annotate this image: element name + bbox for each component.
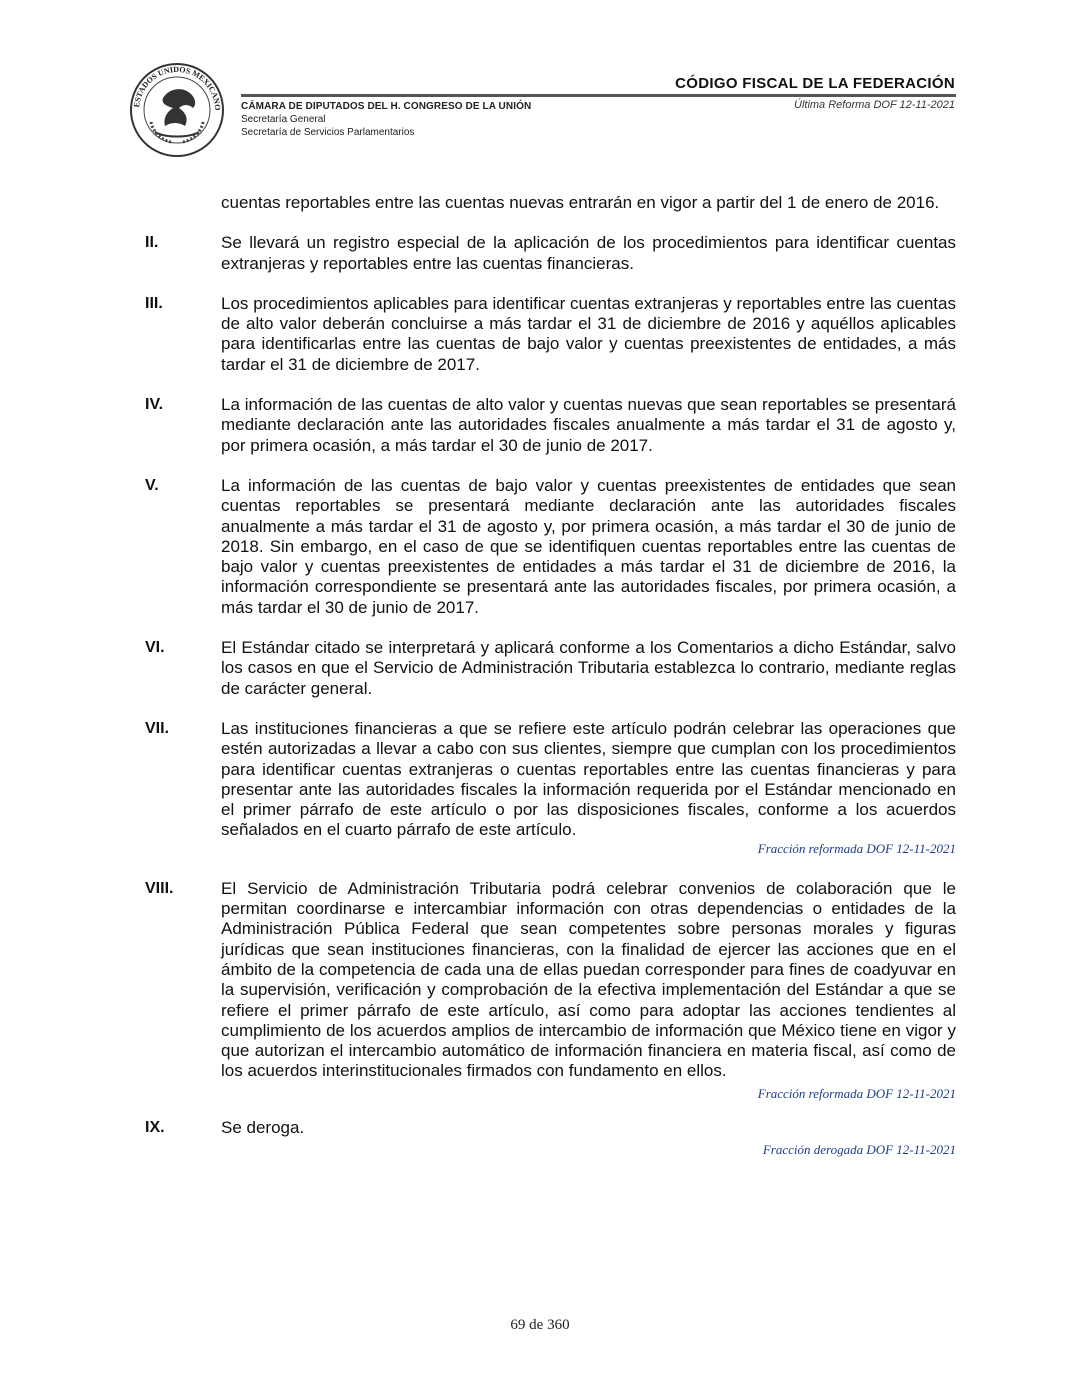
header-rule: [241, 94, 956, 97]
fraction-v: [145, 476, 956, 618]
header-right: [675, 75, 955, 92]
fraction-number: III.: [145, 294, 163, 312]
fraction-text: La información de las cuentas de alto valor y cuentas nuevas que sean reportables se presentará mediante declaración ante las autoridades fiscales anualmente a más tardar el 31 de agosto y, por primera ocasión, a más tardar el 30 de junio de 2017.: [221, 395, 956, 455]
fraction-number: II.: [145, 234, 159, 252]
fraction-text: Los procedimientos aplicables para identificar cuentas extranjeras y reportables entre las cuentas de alto valor deberán concluirse a más tardar el 31 de diciembre de 2016 y aquéllos aplicables para identificarlas entre las cuentas de bajo valor y cuentas preexistentes de entidades, a más tardar el 31 de diciembre de 2017.: [221, 293, 956, 374]
fraction-iv: [145, 395, 956, 456]
fraction-body: [221, 879, 956, 1102]
department-parliamentary: Secretaría de Servicios Parlamentarios: [241, 127, 415, 138]
document-title: CÓDIGO FISCAL DE LA FEDERACIÓN: [675, 75, 955, 92]
fraction-ix: [145, 1118, 956, 1158]
institution-name: CÁMARA DE DIPUTADOS DEL H. CONGRESO DE LA UNIÓN: [241, 101, 532, 112]
fraction-text: Se llevará un registro especial de la aplicación de los procedimientos para identificar cuentas extranjeras y reportables entre las cuentas financieras.: [221, 233, 956, 273]
reform-note: Fracción reformada DOF 12-11-2021: [757, 1085, 956, 1101]
reform-note: Fracción reformada DOF 12-11-2021: [757, 840, 956, 856]
fraction-ii: [145, 233, 956, 274]
derogation-note: Fracción derogada DOF 12-11-2021: [762, 1141, 956, 1157]
fraction-number: VIII.: [145, 879, 174, 897]
svg-text:ESTADOS UNIDOS MEXICANOS: ESTADOS UNIDOS MEXICANO: [132, 64, 223, 111]
fraction-number: VII.: [145, 719, 170, 737]
fraction-number: IV.: [145, 396, 164, 414]
fraction-vii: [145, 719, 956, 857]
continuation-paragraph: cuentas reportables entre las cuentas nuevas entrarán en vigor a partir del 1 de enero de 2016.: [221, 193, 940, 212]
fraction-iii: [145, 294, 956, 375]
fraction-text: El Servicio de Administración Tributaria podrá celebrar convenios de colaboración que le permitan coordinarse e intercambiar información con otras dependencias o entidades de la Administración Pública Federal que sean competentes sobre personas morales y figuras jurídicas que sean instituciones financieras, con la finalidad de ejercer las acciones que en el ámbito de la competencia de cada una de ellas puedan corresponder para fines de coadyuvar en la supervisión, verificación y comprobación de la efectiva implementación del Estándar a que se refiere el primer párrafo de este artículo, así como para adoptar las acciones tendientes al cumplimiento de los acuerdos amplios de intercambio de información que México tiene en vigor y que autorizan el intercambio automático de información financiera en materia fiscal, así como de los acuerdos interinstitucionales firmados con fundamento en ellos.: [221, 878, 956, 1081]
fraction-body: [221, 719, 956, 857]
department-general: Secretaría General: [241, 114, 326, 125]
fraction-text: Se deroga.: [221, 1117, 305, 1137]
document-body: [145, 193, 956, 1178]
fraction-number: IX.: [145, 1118, 165, 1136]
header-left: [241, 100, 531, 139]
fraction-vi: [145, 638, 956, 699]
fraction-number: VI.: [145, 639, 165, 657]
fraction-text: El Estándar citado se interpretará y aplicará conforme a los Comentarios a dicho Estándar, salvo los casos en que el Servicio de Administración Tributaria establezca lo contrario, mediante reglas de carácter general.: [221, 638, 956, 698]
last-reform-date: Última Reforma DOF 12-11-2021: [794, 99, 955, 111]
fraction-number: V.: [145, 476, 159, 494]
fraction-text: Las instituciones financieras a que se refiere este artículo podrán celebrar las operaciones que estén autorizadas a llevar a cabo con sus clientes, siempre que cumplan con los procedimientos para identificar cuentas extranjeras o cuentas reportables entre las cuentas financieras y para presentar ante las autoridades fiscales la información requerida por el Estándar mencionado en el primer párrafo de este artículo o por las disposiciones fiscales, conforme a los acuerdos señalados en el cuarto párrafo de este artículo.: [221, 718, 956, 840]
fraction-text: La información de las cuentas de bajo valor y cuentas preexistentes de entidades que sean cuentas reportables se presentará mediante declaración ante las autoridades fiscales anualmente a más tardar el 31 de agosto y, por primera ocasión, a más tardar el 30 de junio de 2018. Sin embargo, en el caso de que se identifiquen cuentas reportables entre las cuentas de bajo valor y cuentas preexistentes de entidades a más tardar el 31 de diciembre de 2016, la información correspondiente se presentará ante las autoridades fiscales, por primera ocasión, a más tardar el 30 de junio de 2017.: [221, 475, 956, 617]
fraction-viii: [145, 879, 956, 1102]
fraction-body: [221, 1118, 956, 1158]
page-number: 69 de 360: [510, 1317, 570, 1333]
coat-of-arms-seal: [125, 58, 230, 158]
